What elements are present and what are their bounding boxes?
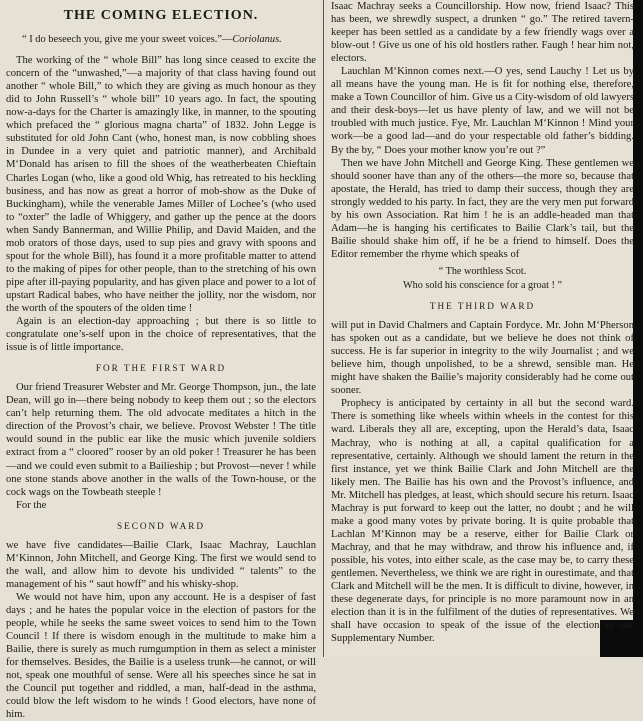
left-column [6,0,316,721]
third-ward-heading: THE THIRD WARD [429,301,536,312]
rhyme-line-2: Who sold his conscience for a groat ! ” [403,279,562,291]
column-rule [323,0,324,657]
first-ward-heading: FOR THE FIRST WARD [95,363,227,374]
motto-source: Coriolanus. [232,34,282,46]
for-the-line: For the [16,499,47,511]
article-title: THE COMING ELECTION. [63,8,259,23]
rhyme-line-1: “ The worthless Scot. [438,265,527,277]
right-paragraph: Then we have John Mitchell and George King. These gentlemen we should sooner have than any of the others—the more so, because that apostate, the Herald, has tried to damp their success, though they are strongly wedded to his party. In fact, they are the very men put forward by his own Association. Rat him ! he is an addle-headed man that Adam—he is hanging his certificates to Bailie Clark’s tail, but the Bailie should shake him off, if he be a friend to himself. Does the Editor remember the rhyme which speaks of [331,157,634,260]
first-ward-paragraph: Our friend Treasurer Webster and Mr. George Thompson, jun., the late Dean, will go in—there being nobody to keep them out ; so the electors can’t help returning them. The old advocate meditates a hitch in the direction of the Provost’s chair, we believe. Provost Webster ! The title would sound in the public ear like the music which juvenile soldiers extract from a “ cloored” rooser by an old poker ! Treasurer he has been—and we could even submit to a Bailieship ; but Provost—never ! while one stone stands above another in the walls of the Town-house, or the cock wags on the Towbeath steeple ! [6,382,316,498]
right-column [331,0,634,657]
motto-text: “ I do beseech you, give me your sweet voices.”— [22,34,233,46]
right-paragraph: Lauchlan M‘Kinnon comes next.—O yes, send Lauchy ! Let us by all means have the young man. He is fit for nothing else, therefore, make a Town Councillor of him. Give us a City-wisdom of old lawyers and their desk-boys—let us have plenty of law, and we will not be troubled with much justice. Fye, Mr. Lauchlan M‘Kinnon ! Mind your work—be a good lad—and do your respectable old father’s bidding. By the by, “ Does your mother know you’re out ?” [331,66,634,156]
intro-paragraph: The working of the “ whole Bill” has long since ceased to excite the concern of the “unwashed,”—a majority of that class having found out another “ whole Bill,” to which they are giving as much honour as they did to John Russell’s “ whole bill” 10 years ago. In fact, the spouting now-a-days for the Charter is amazingly like, in manner, to the spouting which prefaced the “ glorious magna charta” of 1832. John Legge is substituted for old John Cant (who, honest man, is now cobbling shoes in Dundee in a very quiet and patriotic manner), and Archibald M‘Donald has arisen to fill the shoes of the weatherbeaten Chieftain Charles Logan (who, like a good old Whig, has retreated to his heckling business, and has now as great a horror of mob-show as the Duke of Buckingham), while the venerable James Miller of Lochee’s (who used to “oxter” the ladle of Whiggery, and gather up the pence at the doors when Sandy Bannerman, and Willie Philip, and David Maiden, and the mob orators of those days, used to sup pies and gravy with spoons and spout for the whole Bill), has found it a more profitable matter to attend to the making of pipes for other people, than to the stretching of his own pipe after ill-paying popularity, and has given place and power to a lot of upstart Radical babes, who have neither the jollity, nor the wisdom, nor the worth of the spouters of the olden time ! [6,55,316,314]
right-paragraph: Isaac Machray seeks a Councillorship. How now, friend Isaac? This has been, we shrewdly suspect, a drunken “ go.” The retired tavern-keeper has been settled as a candidate by a few friendly wags over a blow-out ! Give us one of his old hostlers rather. Faugh ! hear him not, electors. [331,1,634,65]
second-ward-paragraph: We would not have him, upon any account. He is a despiser of fast days ; and he hates the popular voice in the election of pastors for the people, while he seeks the same sweet voices to send him to the Town Council ! If there is wisdom enough in the multitude to make him a Bailie, there is surely as much rumgumption in them as select a minister for themselves. Besides, the Bailie is a useless trunk—he cannot, or will not, speak one mouthful of sense. Were all his speeches since he sat in the Council put together and riddled, a man, half-dead in the asthma, could blow the left wisdom to he winds ! Good electors, have none of him. [6,591,316,721]
intro-paragraph: Again is an election-day approaching ; but there is so little to congratulate one’s-self upon in the choice of representatives, that the issue is of little importance. [6,316,316,354]
article-motto [22,33,316,46]
scan-edge [633,0,643,657]
third-ward-paragraph: Prophecy is anticipated by certainty in all but the second ward. There is something like wheels within wheels in the contest for this ward. Liberals they all are, excepting, upon the Herald’s data, Isaac Machray, who is nothing at all, a capital qualification for a representative, certainly. Although we should lament the return in the first instance, yet we think Bailie Clark and John Mitchell are the likely men. The Bailie has his own and the Provost’s influence, and Mr. Mitchell has pledges, at least, which should secure his return. Isaac Machray is put forward to keep out the latter, no doubt ; and he will make a good many votes by private boring. It is quite probable that Lachlan M‘Kinnon may be a reserve, either for Bailie Clark or Machray, and that he may withdraw, and throw his influence and, if possible, his votes, into either scale, as the case may be, to carry these gentlemen. Nevertheless, we think we are right in ourestimate, and that Clark and Mitchell will be the men. It is difficult to divine, however, in these degenerate days, for principle is no more paramount now in an election than it is in the fulfilment of the duties of representatives. We shall have occasion to speak of the issue of the election in our Supplementary Number. [331,398,634,645]
second-ward-paragraph: we have five candidates—Bailie Clark, Isaac Machray, Lauchlan M‘Kinnon, John Mitchell, and George King. The first we would send to the wall, and allow him to devote his undivided “ talents” to the management of his “ saut howff” and his whisky-shop. [6,539,316,590]
third-ward-paragraph: will put in David Chalmers and Captain Fordyce. Mr. John M‘Pherson has spoken out as a candidate, but we believe he does not think of success. He is far superior in integrity to the wily Journalist ; and we believe him, though unpolished, to be a shrewd, sensible man. He might have shaken the Bailie’s majority considerably had he come out sooner. [331,320,634,397]
second-ward-heading: SECOND WARD [117,520,205,531]
